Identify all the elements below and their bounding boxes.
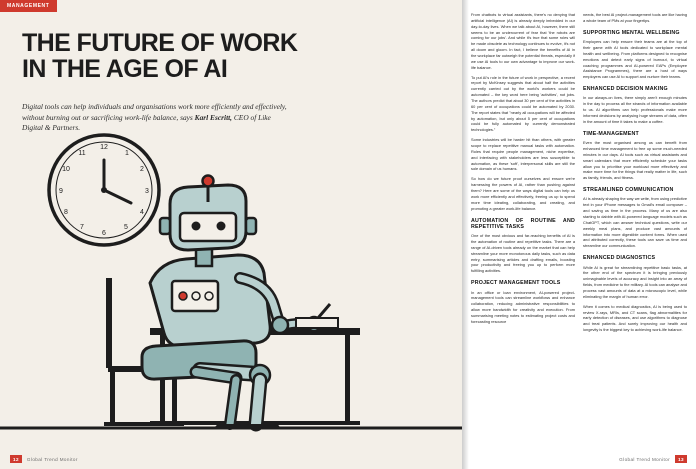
standfirst-text-end: CEO of Like Digital & Partners. [22,112,271,133]
body-paragraph: To put AI's role in the future of work in perspective, a recent report by McKinsey suggests that about half the activities currently carried out by the world's workers could be automated – the key word here being 'activities', not jobs. The authors predict that about 30 per cent of the activities in 60 per cent of occupations could be automated by 2030. The report states that "nearly all occupations will be affected by automation, but only about 5 per cent of occupations could be fully automated by currently demonstrated technologies." [471,74,575,133]
body-paragraph: So how do we future proof ourselves and ensure we're harnessing the powers of AI, rather than pushing against them? Here are some of the ways digital tools can help us work more efficiently and effectively, freeing us up to spend more time ideating, collaborating, and creating, and promoting a greater work-life balance. [471,176,575,211]
body-subheading: SUPPORTING MENTAL WELLBEING [583,29,680,36]
folio-left: 12 [10,455,22,463]
body-paragraph: One of the most obvious and far-reaching benefits of AI is the automation of routine and repetitive tasks. There are a range of AI-driven tools already on the market that can help streamline your more monotonous daily tasks, such as data entry, summarising articles and drafting emails, boosting your productivity and freeing you up to perform more fulfilling activities. [471,233,575,274]
papers-on-desk [296,318,338,328]
body-paragraph: Some industries will be harder hit than others, with greater scope to replace repetitive manual tasks with automation. Roles that require people management, niche expertise, and interfacing with stakeholders are less susceptible to automation, as these 'soft', interpersonal skills are still the sole domain of us humans. [471,137,575,172]
robot-illustration [0,118,462,448]
body-paragraph: When it comes to medical diagnostics, AI is being used to review X-rays, MRIs, and CT scans, flag abnormalities for early detection of diseases, and use algorithms to diagnose and treat patients. And surely improving our health and longevity is the biggest key to achieving work-life balance. [583,303,687,333]
left-page-footer [10,455,78,463]
svg-text:9: 9 [59,188,63,195]
svg-text:3: 3 [145,188,149,195]
svg-text:12: 12 [100,144,108,151]
body-paragraph: In an office or loan environment, AI-powered project-management tools can streamline workflows and enhance collaboration, reducing administrative responsibilities to allow more bandwidth for creativity and execution. From summarising meeting notes to estimating project costs and forecasting resource [471,289,575,324]
body-paragraph: Even the most organised among us can benefit from enhanced time management to free up some much-needed minutes in our days. AI tools such as virtual assistants and smart calendars that more efficiently schedule your tasks allow you to prioritise your workload more effectively and make more time for the things that really matter in life, such as family, friends, and fitness. [583,140,687,181]
svg-text:7: 7 [80,224,84,231]
right-page-footer [619,455,687,463]
body-subheading: STREAMLINED COMMUNICATION [583,187,674,194]
svg-text:10: 10 [62,166,70,173]
svg-text:8: 8 [64,209,68,216]
body-paragraph: From chatbots to virtual assistants, there's no denying that artificial intelligence (AI) is already deeply imbedded in our day-to-day lives. When we talk about AI, however, there still seems to be an undercurrent of fear that 'the robots are coming for our jobs'. And while it's true that some roles will be made obsolete as technology continues to evolve, it's not all doom and gloom. In fact, I believe the benefits of AI in the workplace far outweigh the potential threats, especially if we use AI tools to our own advantage to improve our work-life balance. [471,12,575,70]
folio-right: 13 [675,455,687,463]
body-subheading: TIME-MANAGEMENT [583,130,639,137]
body-subheading: ENHANCED DIAGNOSTICS [583,255,656,262]
svg-text:6: 6 [102,230,106,237]
right-page [462,0,696,469]
body-subheading: ENHANCED DECISION MAKING [583,86,668,93]
svg-text:4: 4 [140,209,144,216]
wall-clock-icon [49,135,159,245]
robot [142,176,330,430]
section-tab: MANAGEMENT [0,0,57,12]
body-paragraph: While AI is great for streamlining repetitive basic tasks, at the other end of the spectrum it is bringing previously unimaginable levels of accuracy and insight into an array of fields, from medicine to the military. AI tools can analyse and process vast amounts of data at a microscopic level, while eliminating the margin of human error. [583,264,687,299]
body-subheading: AUTOMATION OF ROUTINE AND REPETITIVE TASKS [471,217,575,230]
body-paragraph: In our always-on lives, there simply aren't enough minutes in the day to process all the strands of information available to us. AI algorithms can help professionals make more informed decisions by analysing huge streams of data, often in the amount of time it takes to make a coffee. [583,95,687,124]
body-paragraph: needs, the best AI project-management tools are like having a whole team of PMs at your fingertips. [583,12,687,23]
body-paragraph: Employers can help ensure their teams are at the top of their game with AI tools dedicated to workplace mental health and wellbeing. From platforms designed to recognise emotions and detect early signs of burnout, to virtual coaching programmes and AI-powered EAPs (Employee Assistance Programmes), there are a host of ways employers can use AI to support and nurture their teams. [583,39,687,80]
body-paragraph: AI is already shaping the way we write, from using predictive text in your iPhone messages to Gmail's email composer – and saving us time in the process. Many of us are also starting to dabble with AI-powered language models such as ChatGPT, which can answer technical questions, write our weekly meal plans, and produce vast amounts of information into more digestible content forms. When used and attributed correctly, these tools can save us time and streamline our communication. [583,196,688,249]
svg-text:2: 2 [140,166,144,173]
svg-text:5: 5 [124,224,128,231]
footer-text-left: Global Trend Monitor [26,456,78,462]
standfirst-text-start: Digital tools can help individuals and organisations work more efficiently and effectively, without burning out or sacrificing work-life balance, says [22,102,287,122]
body-column-2 [583,12,687,453]
standfirst-author: Karl Escritt, [194,112,233,122]
body-subheading: PROJECT MANAGEMENT TOOLS [471,280,561,287]
svg-text:1: 1 [125,150,129,157]
svg-text:11: 11 [78,150,86,157]
footer-text-right: Global Trend Monitor [619,456,671,462]
body-column-1 [471,12,575,453]
page-title: THE FUTURE OF WORK IN THE AGE OF AI [22,29,298,84]
